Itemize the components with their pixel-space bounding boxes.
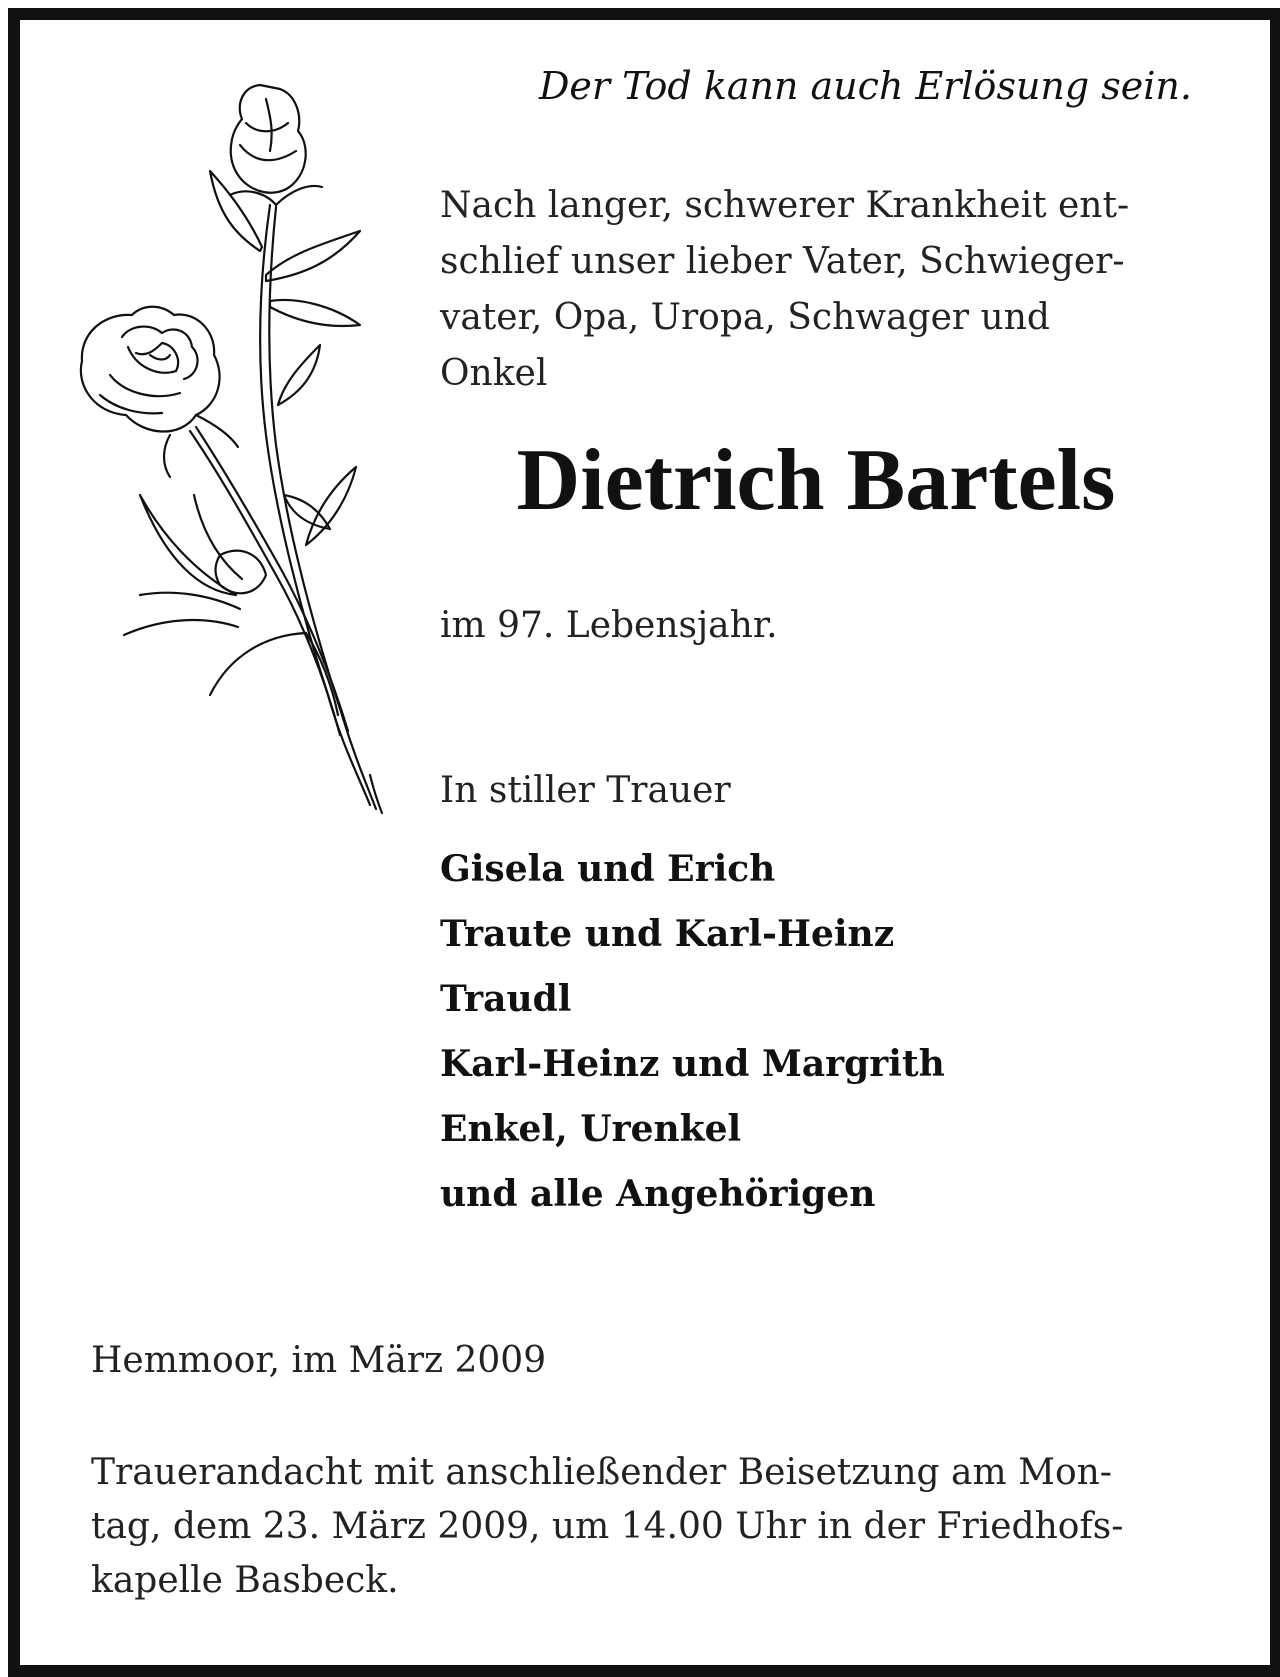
mourner-entry: Traute und Karl-Heinz: [440, 913, 895, 955]
mourner-entry: Enkel, Urenkel: [440, 1108, 742, 1150]
mourner-entry: Gisela und Erich: [440, 848, 776, 890]
mourners-list: [440, 845, 945, 1235]
age-text: im 97. Lebensjahr.: [440, 605, 778, 646]
intro-text: Nach langer, schwerer Krankheit ent- schlief unser lieber Vater, Schwieger- vater, Opa, Uropa, Schwager und Onkel: [440, 185, 1130, 394]
motto: Der Tod kann auch Erlösung sein.: [538, 64, 1192, 108]
service-info: Trauerandacht mit anschließender Beisetzung am Mon- tag, dem 23. März 2009, um 14.00 Uhr in der Friedhofs- kapelle Basbeck.: [91, 1452, 1124, 1601]
grief-label: In stiller Trauer: [440, 770, 731, 811]
mourner-entry: und alle Angehörigen: [440, 1173, 876, 1215]
mourner-entry: Traudl: [440, 978, 572, 1020]
rose-drawing-icon: [70, 75, 420, 815]
deceased-name: Dietrich Bartels: [516, 432, 1116, 529]
place-date: Hemmoor, im März 2009: [91, 1340, 547, 1381]
mourner-entry: Karl-Heinz und Margrith: [440, 1043, 945, 1085]
